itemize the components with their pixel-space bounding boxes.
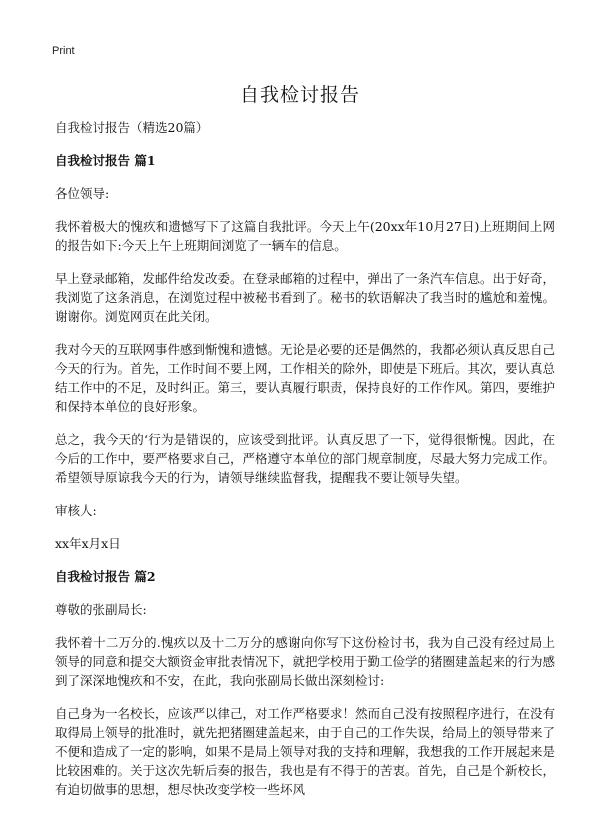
section-1-reviewer: 审核人:	[55, 503, 97, 518]
document-subtitle: 自我检讨报告（精选20篇）	[55, 120, 209, 135]
print-label[interactable]: Print	[52, 45, 75, 57]
document-title: 自我检讨报告	[239, 84, 360, 106]
section-2-paragraph: 我怀着十二万分的.愧疚以及十二万分的感谢向你写下这份检讨书，我为自己没有经过局上领导的同意和提交大额资金审批表情况下，就把学校用于勤工俭学的猪圈建盖起来的行为感到了深深地愧疚和不安，在此，我向张副局长做出深刻检讨:	[55, 635, 556, 688]
section-1-paragraph: 总之，我今天的‘行为是错误的，应该受到批评。认真反思了一下，觉得很惭愧。因此，在今后的工作中，要严格要求自己，严格遵守本单位的部门规章制度，尽最大努力完成工作。希望领导原谅我今天的行为，请领导继续监督我，提醒我不要让领导失望。	[55, 432, 556, 485]
section-1-heading: 自我检讨报告 篇1	[55, 153, 156, 168]
section-2-salutation: 尊敬的张副局长:	[55, 602, 147, 617]
section-1-paragraph: 我怀着极大的愧疚和遗憾写下了这篇自我批评。今天上午(20xx年10月27日)上班期间上网的报告如下:今天上午上班期间浏览了一辆车的信息。	[55, 219, 555, 253]
section-1-salutation: 各位领导:	[55, 186, 110, 201]
document-body	[55, 118, 555, 813]
section-2-heading: 自我检讨报告 篇2	[55, 569, 156, 584]
section-1-date: xx年x月x日	[55, 536, 121, 551]
section-1-paragraph: 我对今天的互联网事件感到惭愧和遗憾。无论是必要的还是偶然的，我都必须认真反思自己今天的行为。首先，工作时间不要上网，工作相关的除外，即使是下班后。其次，要认真总结工作中的不足，及时纠正。第三，要认真履行职责，保持良好的工作作风。第四，要维护和保持本单位的良好形象。	[55, 342, 556, 414]
section-2-paragraph: 自己身为一名校长，应该严以律己，对工作严格要求！然而自己没有按照程序进行，在没有取得局上领导的批准时，就先把猪圈建盖起来，由于自己的工作失误，给局上的领导带来了不便和造成了一定的影响，如果不是局上领导对我的支持和理解，我想我的工作开展起来是比较困难的。关于这次先斩后奏的报告，我也是有不得于的苦衷。首先，自己是个新校长，有迫切做事的思想，想尽快改变学校一些坏风	[55, 706, 556, 797]
section-1-paragraph: 早上登录邮箱，发邮件给发改委。在登录邮箱的过程中，弹出了一条汽车信息。出于好奇，我浏览了这条消息，在浏览过程中被秘书看到了。秘书的软语解决了我当时的尴尬和羞愧。谢谢你。浏览网页在此关闭。	[55, 271, 556, 324]
